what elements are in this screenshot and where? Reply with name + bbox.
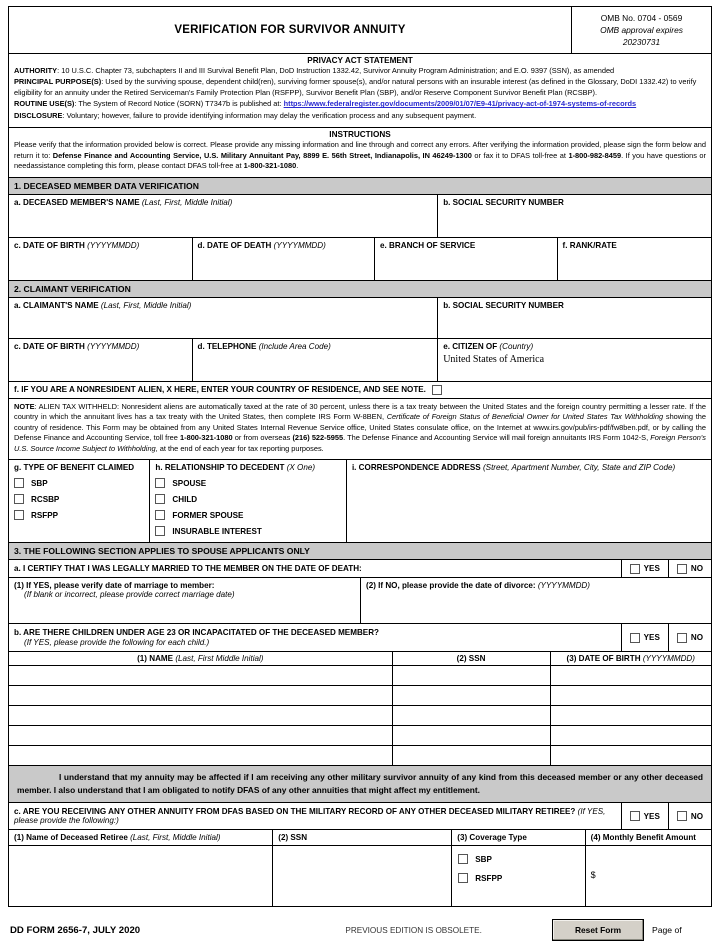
routine-use-text: : The System of Record Notice (SORN) T7347b is published at:	[74, 99, 282, 109]
children-question-text	[9, 624, 621, 651]
child-name-cell[interactable]	[9, 726, 392, 745]
coverage-sbp-checkbox[interactable]	[458, 854, 468, 864]
other-annuity-hint: (If YES, please provide the following:)	[14, 807, 606, 826]
benefit-relationship-address-row	[9, 460, 711, 543]
retiree-name-cell[interactable]	[9, 846, 272, 906]
relationship-label: h. RELATIONSHIP TO DECEDENT	[155, 463, 285, 473]
retiree-col-coverage-label: Coverage Type	[469, 833, 527, 843]
children-col-dob-label: DATE OF BIRTH	[578, 654, 641, 664]
relationship-child-checkbox[interactable]	[155, 494, 165, 504]
divorce-date-label: (2) If NO, please provide the date of divorce:	[366, 581, 536, 591]
children-col-ssn	[392, 652, 550, 665]
benefit-type-label: g. TYPE OF BENEFIT CLAIMED	[14, 463, 135, 473]
child-ssn-cell[interactable]	[392, 726, 550, 745]
deceased-dob-field[interactable]	[9, 238, 192, 280]
children-yes-option[interactable]	[622, 633, 668, 643]
retiree-table-header	[9, 830, 711, 846]
understanding-statement	[9, 766, 711, 803]
married-no-option[interactable]	[669, 564, 711, 574]
correspondence-address-field[interactable]	[346, 460, 711, 542]
child-ssn-cell[interactable]	[392, 706, 550, 725]
other-annuity-no-option[interactable]	[669, 811, 711, 821]
retiree-col-name-hint: (Last, First, Middle Initial)	[130, 833, 221, 843]
omb-number: OMB No. 0704 - 0569	[600, 13, 683, 23]
deceased-ssn-field[interactable]	[437, 195, 711, 237]
sorn-link[interactable]: https://www.federalregister.gov/documents/2009/01/07/E9-41/privacy-act-of-1974-systems-of-records	[283, 99, 637, 109]
claimant-telephone-value	[198, 351, 434, 354]
citizen-of-label: e. CITIZEN OF	[443, 341, 498, 351]
note-label: NOTE	[14, 401, 35, 411]
married-certification-text	[9, 560, 621, 577]
deceased-name-value	[14, 207, 433, 210]
marriage-date-value	[14, 599, 356, 602]
rank-rate-label: f. RANK/RATE	[562, 240, 617, 250]
note-text-1: : ALIEN TAX WITHHELD: Nonresident aliens are automatically taxed at the rate of 30 percent, unless there is a tax treaty between the United States and the foreign country permitting a lesser rate. If the country in which the annuitant lives has a tax treaty with the United States, then complete IRS Form W-8BEN,	[14, 401, 706, 422]
benefit-option-rsfpp[interactable]	[14, 510, 144, 520]
deceased-ssn-value	[443, 207, 707, 210]
note-phone-1: 1-800-321-1080	[180, 433, 233, 443]
omb-box	[571, 7, 711, 53]
child-name-cell[interactable]	[9, 746, 392, 765]
privacy-act-section	[9, 54, 711, 129]
deceased-name-label: a. DECEASED MEMBER'S NAME	[14, 197, 140, 207]
relationship-spouse-checkbox[interactable]	[155, 478, 165, 488]
retiree-col-coverage-num: (3)	[457, 833, 468, 843]
branch-of-service-label: e. BRANCH OF SERVICE	[380, 240, 476, 250]
child-dob-cell[interactable]	[550, 706, 711, 725]
relationship-option-insurable-interest[interactable]	[155, 526, 341, 536]
claimant-ssn-field[interactable]	[437, 298, 711, 338]
page-title: VERIFICATION FOR SURVIVOR ANNUITY	[174, 23, 406, 36]
retiree-col-coverage	[451, 830, 584, 845]
page-number-label: Page of	[652, 925, 682, 936]
instructions-text-1: Please verify that the information provided below is correct. Please provide any missing information and line through and correct any errors. After verifying the information provided, please sign the form below and return it to:	[14, 140, 706, 160]
claimant-telephone-field[interactable]	[192, 339, 438, 381]
retiree-col-ssn-label: SSN	[290, 833, 308, 843]
instructions-text-2: or fax it to DFAS toll-free at	[474, 150, 566, 160]
correspondence-address-label: i. CORRESPONDENCE ADDRESS	[351, 463, 481, 473]
benefit-sbp-label: SBP	[31, 478, 48, 488]
nonresident-alien-checkbox[interactable]	[432, 385, 442, 395]
amount-currency-symbol: $	[590, 870, 596, 881]
benefit-option-rcsbp[interactable]	[14, 494, 144, 504]
retiree-col-ssn	[272, 830, 451, 845]
benefit-rsfpp-checkbox[interactable]	[14, 510, 24, 520]
section-1-row-2	[9, 238, 711, 281]
children-question-yesno	[621, 624, 711, 651]
children-col-ssn-label: SSN	[468, 654, 486, 664]
retiree-col-amount-label: Monthly Benefit Amount	[602, 833, 696, 843]
coverage-option-rsfpp[interactable]	[452, 873, 584, 883]
claimant-dob-field[interactable]	[9, 339, 192, 381]
benefit-rcsbp-checkbox[interactable]	[14, 494, 24, 504]
dfas-phone: 1-800-321-1080	[243, 161, 297, 171]
relationship-option-former-spouse[interactable]	[155, 510, 341, 520]
child-dob-cell[interactable]	[550, 726, 711, 745]
section-3-bar: 3. THE FOLLOWING SECTION APPLIES TO SPOUSE APPLICANTS ONLY	[9, 543, 711, 560]
children-no-label: NO	[690, 633, 703, 643]
relationship-former-spouse-checkbox[interactable]	[155, 510, 165, 520]
section-1-row-1	[9, 195, 711, 238]
children-yes-checkbox[interactable]	[630, 633, 640, 643]
deceased-name-hint: (Last, First, Middle Initial)	[141, 197, 233, 207]
relationship-label-wrap	[155, 463, 341, 472]
children-no-checkbox[interactable]	[677, 633, 687, 643]
relationship-former-spouse-label: FORMER SPOUSE	[172, 510, 244, 520]
children-col-name-num: (1)	[137, 654, 147, 664]
deceased-dob-label: c. DATE OF BIRTH	[14, 240, 85, 250]
marriage-date-label: (1) If YES, please verify date of marriage to member:	[14, 581, 215, 591]
benefit-type-group	[9, 460, 149, 542]
child-name-cell[interactable]	[9, 686, 392, 705]
instructions-body	[9, 140, 711, 174]
marriage-date-hint: (If blank or incorrect, please provide correct marriage date)	[24, 590, 235, 600]
other-annuity-yes-label: YES	[643, 811, 660, 821]
principal-purpose-label: PRINCIPAL PURPOSE(S)	[14, 77, 102, 87]
claimant-name-label: a. CLAIMANT'S NAME	[14, 300, 99, 310]
table-row	[9, 726, 711, 746]
children-col-dob	[550, 652, 711, 665]
children-question-row	[9, 624, 711, 652]
claimant-dob-value	[14, 351, 188, 354]
retiree-col-name-label: Name of Deceased Retiree	[26, 833, 128, 843]
claimant-name-value	[14, 310, 433, 313]
form-frame	[8, 6, 712, 907]
other-annuity-no-checkbox[interactable]	[677, 811, 687, 821]
married-certification-label: a. I CERTIFY THAT I WAS LEGALLY MARRIED TO THE MEMBER ON THE DATE OF DEATH:	[14, 564, 362, 574]
relationship-child-label: CHILD	[172, 494, 198, 504]
retiree-ssn-value	[273, 846, 451, 849]
claimant-ssn-value	[443, 310, 707, 313]
deceased-dod-hint: (YYYYMMDD)	[273, 240, 326, 250]
section-1-bar: 1. DECEASED MEMBER DATA VERIFICATION	[9, 178, 711, 195]
form-footer	[8, 907, 712, 947]
disclosure-text: : Voluntary; however, failure to provide identifying information may delay the verification process and any subsequent payment.	[62, 110, 477, 120]
other-annuity-yesno	[621, 803, 711, 829]
divorce-date-field[interactable]	[360, 578, 711, 623]
children-question-hint: (If YES, please provide the following for each child.)	[24, 638, 210, 648]
instructions-heading: INSTRUCTIONS	[329, 130, 391, 140]
retiree-coverage-cell	[451, 846, 584, 906]
claimant-telephone-hint: (Include Area Code)	[258, 341, 331, 351]
instructions-text-3: . If you have questions or needassistance completing this form, please contact DFAS toll-free at	[14, 150, 707, 171]
note-text-3: or from overseas	[234, 433, 291, 443]
claimant-dob-label: c. DATE OF BIRTH	[14, 341, 85, 351]
benefit-rsfpp-label: RSFPP	[31, 510, 58, 520]
child-name-cell[interactable]	[9, 706, 392, 725]
note-phone-2: (216) 522-5955	[292, 433, 344, 443]
claimant-name-hint: (Last, First, Middle Initial)	[100, 300, 192, 310]
citizen-of-value: United States of America	[443, 353, 545, 365]
children-table-header	[9, 652, 711, 666]
married-yes-checkbox[interactable]	[630, 564, 640, 574]
child-ssn-cell[interactable]	[392, 746, 550, 765]
table-row	[9, 706, 711, 726]
other-annuity-yes-checkbox[interactable]	[630, 811, 640, 821]
retiree-col-name	[9, 830, 272, 845]
claimant-name-field[interactable]	[9, 298, 437, 338]
previous-edition-notice: PREVIOUS EDITION IS OBSOLETE.	[345, 925, 482, 935]
correspondence-address-hint: (Street, Apartment Number, City, State and ZIP Code)	[482, 463, 676, 473]
relationship-option-spouse[interactable]	[155, 478, 341, 488]
retiree-col-name-num: (1)	[14, 833, 24, 843]
authority-text: : 10 U.S.C. Chapter 73, subchapters II and III Survival Benefit Plan, DoD Instruction 1332.42, Survivor Annuity Program Administration; and E.O. 9397 (SSN), as amended	[57, 65, 615, 75]
note-text-5: , at the end of each year for tax reporting purposes.	[155, 443, 324, 453]
relationship-hint: (X One)	[286, 463, 316, 473]
omb-expires-date: 20230731	[622, 37, 661, 48]
relationship-insurable-interest-label: INSURABLE INTEREST	[172, 526, 262, 536]
instructions-text-4: .	[296, 161, 299, 171]
child-dob-cell[interactable]	[550, 686, 711, 705]
retiree-col-amount-num: (4)	[590, 833, 601, 843]
coverage-rsfpp-checkbox[interactable]	[458, 873, 468, 883]
divorce-date-value	[366, 590, 707, 593]
other-annuity-label: c. ARE YOU RECEIVING ANY OTHER ANNUITY FROM DFAS BASED ON THE MILITARY RECORD OF ANY OTHER DECEASED MILITARY RETIREE?	[14, 807, 576, 817]
table-row	[9, 746, 711, 766]
understanding-statement-text: I understand that my annuity may be affected if I am receiving any other military survivor annuity of any kind from this deceased member or any other deceased member. I also understand that I am obligated to notify DFAS of any other annuities that might affect my entitlement.	[17, 772, 703, 795]
nonresident-alien-row[interactable]	[9, 382, 711, 399]
section-2-bar: 2. CLAIMANT VERIFICATION	[9, 281, 711, 298]
divorce-date-hint: (YYYYMMDD)	[537, 581, 590, 591]
alien-tax-note-body	[14, 402, 706, 457]
child-dob-cell[interactable]	[550, 746, 711, 765]
branch-of-service-value	[380, 250, 553, 253]
benefit-rcsbp-label: RCSBP	[31, 494, 60, 504]
authority-label: AUTHORITY	[14, 65, 58, 75]
children-col-name-label: NAME	[149, 654, 174, 664]
nonresident-alien-label: f. IF YOU ARE A NONRESIDENT ALIEN, X HERE, ENTER YOUR COUNTRY OF RESIDENCE, AND SEE NOTE.	[14, 385, 426, 395]
note-text-4: . The Defense Finance and Accounting Service will mail foreign annuitants IRS Form 1042-S,	[343, 433, 649, 443]
coverage-rsfpp-label: RSFPP	[475, 873, 503, 883]
children-col-name	[9, 652, 392, 665]
marriage-date-field[interactable]	[9, 578, 360, 623]
marriage-divorce-row	[9, 578, 711, 624]
child-dob-cell[interactable]	[550, 666, 711, 685]
note-italic-1: Certificate of Foreign Status of Beneficial Owner for United States Tax Withholding	[386, 412, 664, 422]
routine-use-label: ROUTINE USE(S)	[14, 99, 75, 109]
form-id: DD FORM 2656-7, JULY 2020	[10, 924, 141, 936]
children-question-label: b. ARE THERE CHILDREN UNDER AGE 23 OR INCAPACITATED OF THE DECEASED MEMBER?	[14, 628, 379, 638]
instructions-section	[9, 128, 711, 178]
retiree-amount-cell[interactable]	[585, 846, 711, 906]
claimant-dob-hint: (YYYYMMDD)	[87, 341, 140, 351]
rank-rate-field[interactable]	[557, 238, 711, 280]
table-row	[9, 686, 711, 706]
privacy-act-heading: PRIVACY ACT STATEMENT	[307, 55, 413, 65]
note-italic-2: Foreign Person's U.S. Source Income Subject to Withholding	[14, 433, 706, 453]
married-certification-row	[9, 560, 711, 578]
benefit-option-sbp[interactable]	[14, 478, 144, 488]
children-col-ssn-num: (2)	[456, 654, 467, 664]
dfas-fax: 1-800-982-8459	[568, 150, 622, 160]
correspondence-address-value	[352, 472, 706, 475]
children-col-name-hint: (Last, First Middle Initial)	[175, 654, 264, 664]
deceased-dod-value	[198, 250, 371, 253]
other-annuity-question-row	[9, 803, 711, 830]
relationship-spouse-label: SPOUSE	[172, 478, 207, 488]
coverage-sbp-label: SBP	[475, 854, 492, 864]
disclosure-label: DISCLOSURE	[14, 110, 63, 120]
branch-of-service-field[interactable]	[374, 238, 557, 280]
benefit-sbp-checkbox[interactable]	[14, 478, 24, 488]
section-2-row-2	[9, 339, 711, 382]
retiree-table-body	[9, 846, 711, 906]
citizen-of-field[interactable]	[437, 339, 711, 381]
retiree-col-ssn-num: (2)	[278, 833, 289, 843]
retiree-name-value	[9, 846, 272, 849]
alien-tax-note	[9, 399, 711, 461]
form-header	[9, 7, 711, 54]
married-yes-label: YES	[643, 564, 660, 574]
section-2-row-1	[9, 298, 711, 339]
deceased-dob-value	[14, 250, 188, 253]
deceased-dod-field[interactable]	[192, 238, 375, 280]
deceased-dob-hint: (YYYYMMDD)	[87, 240, 140, 250]
claimant-telephone-label: d. TELEPHONE	[197, 341, 257, 351]
retiree-ssn-cell[interactable]	[272, 846, 451, 906]
table-row	[9, 666, 711, 686]
relationship-option-child[interactable]	[155, 494, 341, 504]
married-no-checkbox[interactable]	[677, 564, 687, 574]
children-col-dob-num: (3)	[566, 654, 577, 664]
other-annuity-no-label: NO	[690, 811, 703, 821]
other-annuity-question-text	[9, 803, 621, 829]
married-yes-option[interactable]	[622, 564, 668, 574]
rank-rate-value	[563, 250, 707, 253]
retiree-col-amount	[585, 830, 711, 845]
privacy-act-body	[9, 66, 711, 125]
married-certification-yesno	[621, 560, 711, 577]
relationship-group	[149, 460, 346, 542]
coverage-option-sbp[interactable]	[452, 854, 584, 864]
relationship-insurable-interest-checkbox[interactable]	[155, 526, 165, 536]
dfas-address: Defense Finance and Accounting Service, U.S. Military Annuitant Pay, 8899 E. 56th Street, Indianapolis, IN 46249-1300	[52, 150, 472, 160]
claimant-ssn-label: b. SOCIAL SECURITY NUMBER	[443, 300, 564, 310]
child-ssn-cell[interactable]	[392, 686, 550, 705]
citizen-of-hint: (Country)	[499, 341, 534, 351]
child-ssn-cell[interactable]	[392, 666, 550, 685]
deceased-name-field[interactable]	[9, 195, 437, 237]
children-yes-label: YES	[643, 633, 660, 643]
child-name-cell[interactable]	[9, 666, 392, 685]
note-text-2: showing the country of residence. This Form may be obtained from any United States Internal Revenue Service office, United States consulate office, on the Internet at www.irs.gov/pub/irs-pdf/fw8ben.pdf, or by calling the Defense Finance and Accounting Service, toll free	[14, 412, 706, 443]
deceased-ssn-label: b. SOCIAL SECURITY NUMBER	[443, 197, 564, 207]
reset-form-button[interactable]: Reset Form	[552, 919, 644, 941]
married-no-label: NO	[690, 564, 703, 574]
deceased-dod-label: d. DATE OF DEATH	[197, 240, 272, 250]
other-annuity-yes-option[interactable]	[622, 811, 668, 821]
children-no-option[interactable]	[669, 633, 711, 643]
principal-purpose-text: : Used by the surviving spouse, dependent child(ren), surviving former spouse(s), and/or natural persons with an insurable interest (as defined in the Glossary, DoDI 1332.42) to verify eligibility for an annuity under the Retired Serviceman's Family Protection Plan (RSFPP), Survivor Benefit Plan (SBP), and/or Reserve Component Survivor Benefit Plan (RCSBP).	[14, 77, 697, 97]
omb-expires-label: OMB approval expires	[600, 25, 683, 36]
children-col-dob-hint: (YYYYMMDD)	[642, 654, 695, 664]
